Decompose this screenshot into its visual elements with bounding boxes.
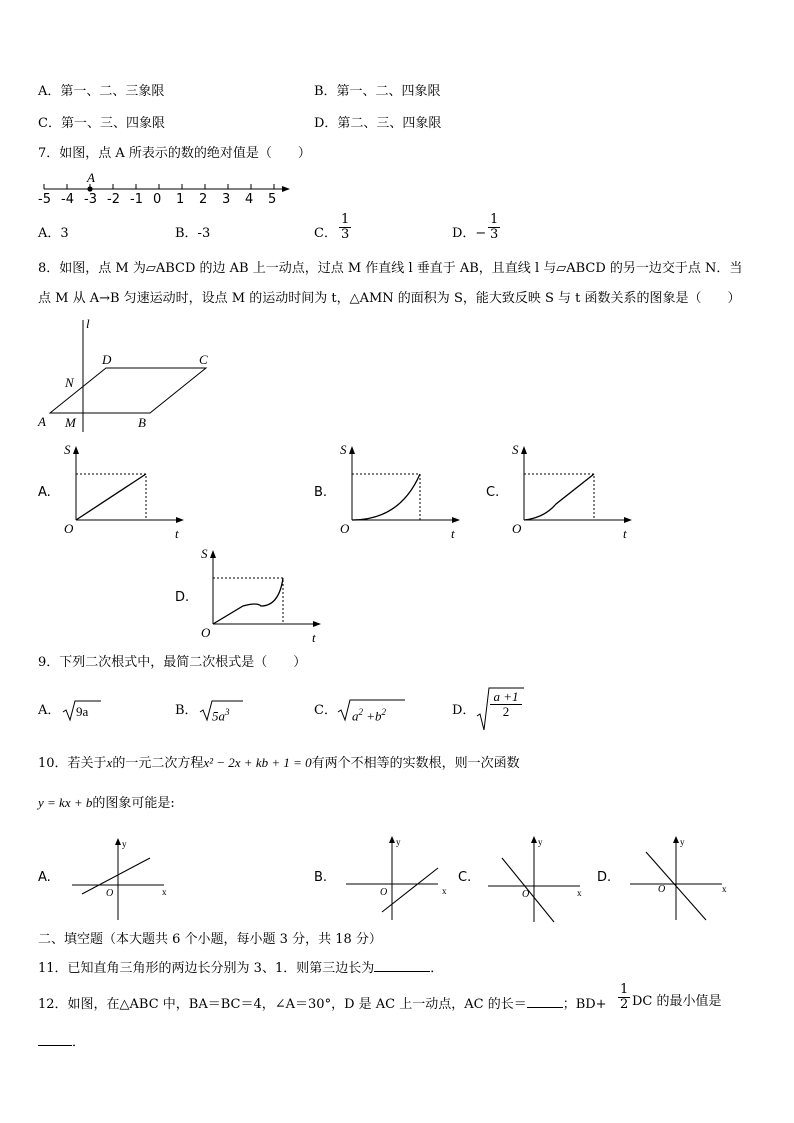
number-line-figure xyxy=(38,168,298,210)
q11-end: ． xyxy=(430,961,444,976)
axis-label-s: S xyxy=(512,442,519,457)
q9-option-d-label: D． xyxy=(452,703,476,718)
number-line-tick-label: 2 xyxy=(199,192,208,207)
q7-option-c-fraction xyxy=(339,213,351,242)
q8-option-b-label: B. xyxy=(314,485,328,500)
q6-option-b: B．第一、二、四象限 xyxy=(314,84,441,99)
number-line-tick-label: 5 xyxy=(268,192,277,207)
q8-graph-b xyxy=(336,440,466,540)
q8-graph-d xyxy=(197,544,327,644)
q8-graph-a xyxy=(60,440,190,540)
q8-option-c-label: C. xyxy=(486,485,500,500)
q10-line2-post: 的图象可能是: xyxy=(92,796,175,811)
radicand-exponent: 2 xyxy=(358,707,363,717)
q10-stem-mid: 的一元二次方程 xyxy=(112,756,204,771)
label-b: B xyxy=(138,415,146,430)
label-o: O xyxy=(522,889,530,900)
q7-option-d-fraction xyxy=(488,213,500,242)
q9-option-a-radicand: 9a xyxy=(76,704,89,719)
label-o: O xyxy=(380,887,388,898)
label-o: O xyxy=(106,888,114,899)
label-l: l xyxy=(86,316,90,331)
radicand-a: a xyxy=(352,708,359,724)
fraction-denominator: 3 xyxy=(341,227,350,242)
axis-label-s: S xyxy=(201,546,208,561)
label-x: x xyxy=(577,888,582,898)
q7-option-c-label: C． xyxy=(314,226,337,241)
q12-fraction xyxy=(618,983,630,1012)
q9-option-c-radicand xyxy=(352,704,386,724)
q10-stem xyxy=(38,755,520,772)
q10-graph-a xyxy=(68,838,178,924)
q10-equation: x² − 2x + kb + 1 = 0 xyxy=(203,755,312,770)
point-a-label: A xyxy=(87,170,95,185)
label-n: N xyxy=(65,375,74,390)
label-c: C xyxy=(199,352,208,367)
fraction-numerator: 1 xyxy=(490,212,499,227)
section-heading: 二、填空题（本大题共 6 个小题，每小题 3 分，共 18 分） xyxy=(38,932,382,947)
answer-blank[interactable] xyxy=(374,958,430,972)
q12-end: ． xyxy=(72,1035,86,1050)
q7-option-b: B．-3 xyxy=(175,226,211,241)
number-line-tick-label: 1 xyxy=(176,192,185,207)
q10-var-x: x xyxy=(106,755,113,770)
axis-label-o: O xyxy=(64,521,74,536)
q10-option-a-label: A. xyxy=(38,870,51,885)
label-d: D xyxy=(102,352,112,367)
number-line-tick-label: 4 xyxy=(245,192,254,207)
q10-graph-d xyxy=(626,836,736,924)
q6-option-c: C．第一、三、四象限 xyxy=(38,116,165,131)
q10-stem-pre: 10．若关于 xyxy=(38,756,107,771)
number-line-tick-label: -5 xyxy=(38,192,51,207)
label-y: y xyxy=(680,837,685,847)
axis-label-o: O xyxy=(340,521,350,536)
point-a-marker xyxy=(87,186,92,191)
answer-blank[interactable] xyxy=(38,1032,72,1046)
q11-text: 11．已知直角三角形的两边长分别为 3、1．则第三边长为 xyxy=(38,961,375,976)
q8-graph-c xyxy=(508,440,638,540)
axis-label-t: t xyxy=(623,526,627,541)
q12-stem xyxy=(38,994,607,1013)
fraction-numerator: 1 xyxy=(341,212,350,227)
q8-stem-line2: 点 M 从 A→B 匀速运动时，设点 M 的运动时间为 t，△AMN 的面积为 S，能大致反映 S 与 t 函数关系的图象是（ ） xyxy=(38,291,741,306)
q12-post: DC 的最小值是 xyxy=(632,994,722,1009)
q9-option-a-label: A． xyxy=(38,703,61,718)
q7-option-d-label: D．− xyxy=(452,226,487,241)
fraction-numerator: 1 xyxy=(620,982,629,997)
label-o: O xyxy=(658,884,666,895)
number-line-tick-label: 3 xyxy=(222,192,231,207)
number-line-tick-label: 0 xyxy=(153,192,162,207)
label-x: x xyxy=(722,884,727,894)
q10-graph-b xyxy=(342,836,452,924)
fraction-denominator: 3 xyxy=(490,227,499,242)
q8-option-a-label: A. xyxy=(38,485,51,500)
radicand-plus-b: +b xyxy=(363,708,382,724)
label-a: A xyxy=(38,414,46,429)
label-y: y xyxy=(396,837,401,847)
radicand-base: 5a xyxy=(212,708,225,724)
label-y: y xyxy=(538,837,543,847)
q10-option-d-label: D. xyxy=(597,870,612,885)
radicand-exponent: 2 xyxy=(381,707,387,717)
q11-stem xyxy=(38,958,443,977)
axis-label-o: O xyxy=(512,521,522,536)
axis-label-s: S xyxy=(64,442,71,457)
label-y: y xyxy=(122,839,127,849)
q7-stem: 7．如图，点 A 所表示的数的绝对值是（ ） xyxy=(38,146,311,161)
number-line-tick-label: -2 xyxy=(107,192,120,207)
number-line-tick-label: -3 xyxy=(84,192,97,207)
q8-stem-line1: 8．如图，点 M 为▱ABCD 的边 AB 上一动点，过点 M 作直线 l 垂直于 AB，且直线 l 与▱ABCD 的另一边交于点 N．当 xyxy=(38,261,743,276)
fraction-denominator: 2 xyxy=(502,704,510,719)
number-line-tick-label: -1 xyxy=(130,192,143,207)
q10-option-b-label: B. xyxy=(314,870,328,885)
q9-option-b-radicand xyxy=(212,704,230,724)
q9-option-c-label: C． xyxy=(314,703,337,718)
axis-label-t: t xyxy=(312,630,316,645)
number-line-tick-label: -4 xyxy=(61,192,74,207)
q8-option-d-label: D. xyxy=(175,590,190,605)
q10-option-c-label: C. xyxy=(458,870,472,885)
label-x: x xyxy=(442,886,447,896)
q6-option-a: A．第一、二、三象限 xyxy=(38,84,165,99)
q9-stem: 9．下列二次根式中，最简二次根式是（ ） xyxy=(38,655,307,670)
label-x: x xyxy=(162,887,167,897)
label-m: M xyxy=(65,415,76,430)
q12-mid: ；BD+ xyxy=(562,997,607,1012)
fraction-denominator: 2 xyxy=(620,997,629,1012)
axis-label-o: O xyxy=(201,625,211,640)
q12-text: 12．如图，在△ABC 中，BA＝BC＝4，∠A＝30°，D 是 AC 上一动点，AC 的长＝ xyxy=(38,997,527,1012)
q10-stem-line2 xyxy=(38,795,175,812)
q10-function: y = kx + b xyxy=(38,795,93,810)
q7-option-a: A．3 xyxy=(38,226,69,241)
axis-label-t: t xyxy=(451,526,455,541)
q9-option-b-label: B． xyxy=(175,703,198,718)
axis-label-t: t xyxy=(175,526,179,541)
answer-blank[interactable] xyxy=(527,994,563,1008)
q10-graph-c xyxy=(484,836,594,928)
q10-stem-post: 有两个不相等的实数根，则一次函数 xyxy=(311,756,520,771)
q6-option-d: D．第二、三、四象限 xyxy=(314,116,442,131)
q12-line2 xyxy=(38,1032,85,1051)
parallelogram-figure xyxy=(36,316,226,436)
q9-option-d-fraction xyxy=(490,690,522,719)
radicand-exponent: 3 xyxy=(225,707,230,717)
fraction-numerator: a +1 xyxy=(490,690,522,705)
axis-label-s: S xyxy=(340,442,347,457)
